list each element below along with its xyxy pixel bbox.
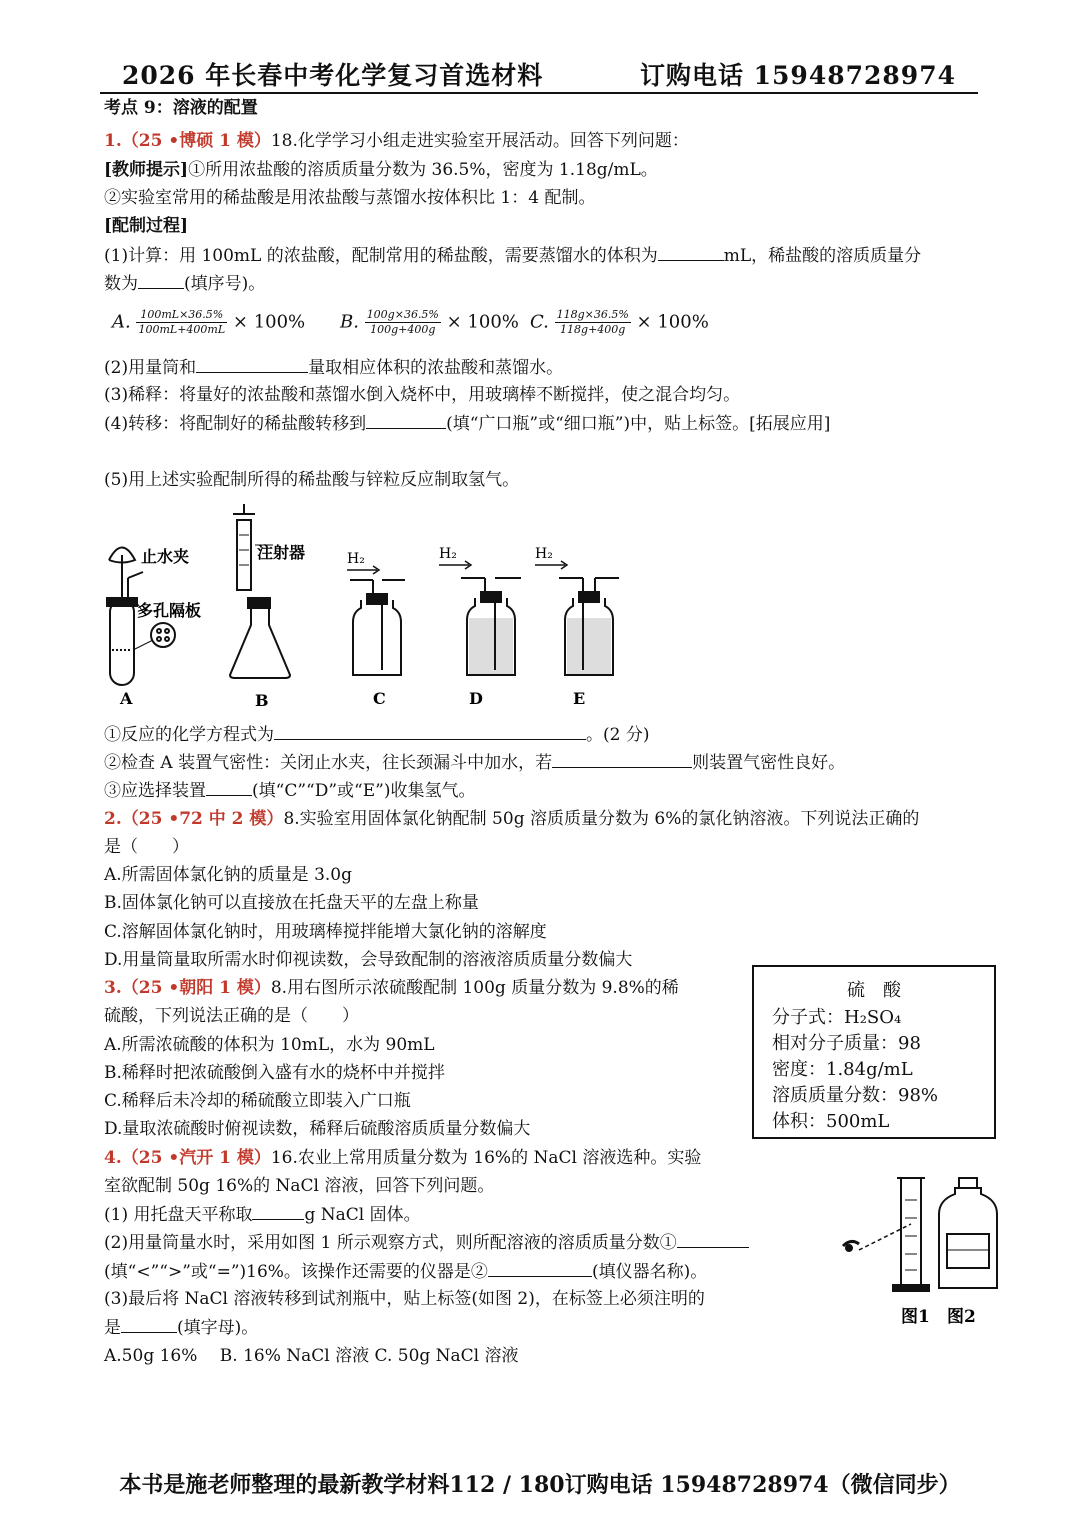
- q4-s2a: (2)用量筒量水时，采用如图 1 所示观察方式，则所配溶液的溶质质量分数①: [104, 1233, 677, 1253]
- q1-hint1: ①所用浓盐酸的溶质质量分数为 36.5%，密度为 1.18g/mL。: [188, 160, 658, 180]
- q2-option-d[interactable]: D.用量筒量取所需水时仰视读数，会导致配制的溶液溶质质量分数偏大: [104, 950, 633, 970]
- reagent-bottle: [939, 1178, 997, 1288]
- q4-tag: 4.（25 •汽开 1 模）: [104, 1148, 271, 1168]
- q2-option-b[interactable]: B.固体氯化钠可以直接放在托盘天平的左盘上称量: [104, 893, 479, 913]
- q4-s3a: (3)最后将 NaCl 溶液转移到试剂瓶中，贴上标签(如图 2)，在标签上必须注明的: [104, 1289, 705, 1309]
- q1-p2b: 量取相应体积的浓盐酸和蒸馏水。: [308, 358, 564, 378]
- q1-s1b: 。(2 分): [586, 725, 650, 745]
- q3-option-c[interactable]: C.稀释后未冷却的稀硫酸立即装入广口瓶: [104, 1091, 411, 1111]
- answer-blank[interactable]: [196, 356, 308, 373]
- q1-s3b: (填“C”“D”或“E”)收集氢气。: [252, 781, 476, 801]
- q4-s2c: (填仪器名称)。: [591, 1262, 708, 1282]
- q1-stem-line: [104, 130, 689, 152]
- q2-stem-line: [104, 808, 919, 830]
- q4-sub2-line: [104, 1231, 749, 1254]
- q1-process-label: [配制过程]: [104, 216, 189, 236]
- answer-blank[interactable]: [206, 779, 252, 796]
- header-title: 2026 年长春中考化学复习首选材料: [122, 61, 544, 90]
- q1-tag: 1.（25 •博硕 1 模）: [104, 131, 271, 151]
- fraction: [365, 308, 441, 337]
- q1-p4b: (填“广口瓶”或“细口瓶”)中，贴上标签。[拓展应用]: [446, 414, 831, 434]
- answer-blank[interactable]: [252, 1203, 304, 1220]
- cylinder-bottle-figure: [835, 1170, 1005, 1330]
- denominator: 100g+400g: [370, 323, 436, 336]
- q4-sub2-line2: [104, 1260, 707, 1283]
- q2-tag: 2.（25 •72 中 2 模）: [104, 809, 284, 829]
- fig2-caption: 图2: [947, 1307, 976, 1327]
- section-title: 考点 9：溶液的配置: [104, 98, 258, 118]
- q3-stem2: 硫酸，下列说法正确的是（ ）: [104, 1006, 359, 1026]
- label-e: E: [573, 689, 586, 708]
- syringe-label: 注射器: [257, 543, 306, 562]
- q1-sub2-line: [104, 751, 845, 774]
- q1-p2a: (2)用量筒和: [104, 358, 197, 378]
- q1-hint-line: [104, 159, 658, 181]
- label-volume: 体积：500mL: [772, 1111, 890, 1132]
- q1-part1-line: [104, 244, 921, 267]
- q1-part4-line: [104, 412, 830, 435]
- q4-stem2: 室欲配制 50g 16%的 NaCl 溶液，回答下列问题。: [104, 1176, 495, 1196]
- stop-clamp-label: 止水夹: [141, 547, 190, 566]
- label-density: 密度：1.84g/mL: [772, 1059, 913, 1080]
- header-phone: 订购电话 15948728974: [639, 61, 956, 90]
- q3-option-b[interactable]: B.稀释时把浓硫酸倒入盛有水的烧杯中并搅拌: [104, 1063, 445, 1083]
- q1-option-c: [530, 308, 709, 337]
- label-title: 硫 酸: [847, 980, 901, 1001]
- answer-blank[interactable]: [658, 244, 724, 261]
- q1-p1d: (填序号)。: [184, 274, 266, 294]
- label-mass: 相对分子质量：98: [772, 1033, 921, 1054]
- q4-sub3-line2: [104, 1316, 258, 1339]
- q4-stem-line: [104, 1147, 701, 1169]
- apparatus-d: [461, 578, 521, 675]
- q3-stem: 8.用右图所示浓硫酸配制 100g 质量分数为 9.8%的稀: [270, 978, 679, 998]
- apparatus-c: [350, 580, 405, 675]
- q1-s3a: ③应选择装置: [104, 781, 206, 801]
- q3-option-d[interactable]: D.量取浓硫酸时俯视读数，稀释后硫酸溶质质量分数偏大: [104, 1119, 531, 1139]
- q1-p1c: 数为: [104, 274, 138, 294]
- q4-s3b: 是: [104, 1318, 121, 1338]
- q3-stem-line: [104, 977, 679, 999]
- q4-stem: 16.农业上常用质量分数为 16%的 NaCl 溶液选种。实验: [270, 1148, 702, 1168]
- q2-option-a[interactable]: A.所需固体氯化钠的质量是 3.0g: [104, 865, 353, 885]
- q1-p3: (3)稀释：将量好的浓盐酸和蒸馏水倒入烧杯中，用玻璃棒不断搅拌，使之混合均匀。: [104, 385, 741, 405]
- apparatus-e: [559, 578, 619, 675]
- label-c: C: [373, 689, 386, 708]
- h2-label: H₂: [347, 551, 365, 567]
- label-d: D: [469, 689, 483, 708]
- graduated-cylinder: [893, 1178, 929, 1291]
- q1-sub1-line: [104, 723, 649, 746]
- denominator: 100mL+400mL: [138, 323, 226, 336]
- answer-blank[interactable]: [366, 412, 446, 429]
- page-header: [100, 52, 978, 94]
- q1-part2-line: [104, 356, 563, 379]
- q1-part1-line2: [104, 272, 265, 295]
- q1-p1a: (1)计算：用 100mL 的浓盐酸，配制常用的稀盐酸，需要蒸馏水的体积为: [104, 246, 658, 266]
- fraction: [136, 308, 227, 337]
- q2-option-c[interactable]: C.溶解固体氯化钠时，用玻璃棒搅拌能增大氯化钠的溶解度: [104, 922, 547, 942]
- h2-label: H₂: [439, 546, 457, 562]
- q4-s1b: g NaCl 固体。: [304, 1205, 421, 1225]
- option-label: C.: [530, 311, 549, 333]
- q4-options[interactable]: A.50g 16% B. 16% NaCl 溶液 C. 50g NaCl 溶液: [104, 1346, 519, 1366]
- percent-tail: × 100%: [636, 311, 709, 333]
- q2-stem: 8.实验室用固体氯化钠配制 50g 溶质质量分数为 6%的氯化钠溶液。下列说法正确的: [283, 809, 920, 829]
- answer-blank[interactable]: [677, 1231, 749, 1248]
- q4-sub1-line: [104, 1203, 421, 1226]
- answer-blank[interactable]: [552, 751, 692, 768]
- q4-s1a: (1) 用托盘天平称取: [104, 1205, 253, 1225]
- sulfuric-acid-label: [752, 965, 996, 1139]
- label-a: A: [120, 689, 133, 708]
- answer-blank[interactable]: [138, 272, 184, 289]
- numerator: 100mL×36.5%: [136, 308, 227, 323]
- q2-stem2: 是（ ）: [104, 837, 189, 857]
- h2-label: H₂: [535, 546, 553, 562]
- q1-hint2: ②实验室常用的稀盐酸是用浓盐酸与蒸馏水按体积比 1：4 配制。: [104, 188, 596, 208]
- q1-hint-label: [教师提示]: [104, 160, 189, 180]
- fraction: [555, 308, 631, 337]
- q1-p5: (5)用上述实验配制所得的稀盐酸与锌粒反应制取氢气。: [104, 470, 520, 490]
- q1-s2a: ②检查 A 装置气密性：关闭止水夹，往长颈漏斗中加水，若: [104, 753, 553, 773]
- page-footer: 本书是施老师整理的最新教学材料112 / 180订购电话 15948728974（微信同步）: [119, 1472, 961, 1498]
- label-b: B: [255, 691, 269, 710]
- numerator: 100g×36.5%: [366, 308, 439, 321]
- answer-blank[interactable]: [488, 1260, 592, 1277]
- q3-tag: 3.（25 •朝阳 1 模）: [104, 978, 271, 998]
- apparatus-figure: [95, 500, 625, 715]
- porous-plate-label: 多孔隔板: [137, 601, 202, 620]
- denominator: 118g+400g: [560, 323, 626, 336]
- q1-s2b: 则装置气密性良好。: [692, 753, 846, 773]
- q1-s1a: ①反应的化学方程式为: [104, 725, 274, 745]
- answer-blank[interactable]: [121, 1316, 177, 1333]
- q1-p4a: (4)转移：将配制好的稀盐酸转移到: [104, 414, 367, 434]
- q1-sub3-line: [104, 779, 475, 802]
- option-label: A.: [112, 311, 131, 333]
- answer-blank[interactable]: [274, 723, 586, 740]
- fig1-caption: 图1: [901, 1307, 930, 1327]
- label-formula: 分子式：H₂SO₄: [772, 1007, 902, 1028]
- q3-option-a[interactable]: A.所需浓硫酸的体积为 10mL，水为 90mL: [104, 1035, 435, 1055]
- q4-s3c: (填字母)。: [177, 1318, 259, 1338]
- q4-s2b: (填“<”“>”或“=”)16%。该操作还需要的仪器是②: [104, 1262, 488, 1282]
- numerator: 118g×36.5%: [556, 308, 629, 321]
- percent-tail: × 100%: [446, 311, 519, 333]
- q1-option-a: [112, 308, 305, 337]
- q1-stem: 18.化学学习小组走进实验室开展活动。回答下列问题：: [270, 131, 689, 151]
- q1-option-b: [340, 308, 519, 337]
- apparatus-b: [230, 504, 290, 678]
- label-fraction: 溶质质量分数：98%: [772, 1085, 939, 1106]
- q1-p1b: mL，稀盐酸的溶质质量分: [723, 246, 922, 266]
- percent-tail: × 100%: [232, 311, 306, 333]
- option-label: B.: [340, 311, 359, 333]
